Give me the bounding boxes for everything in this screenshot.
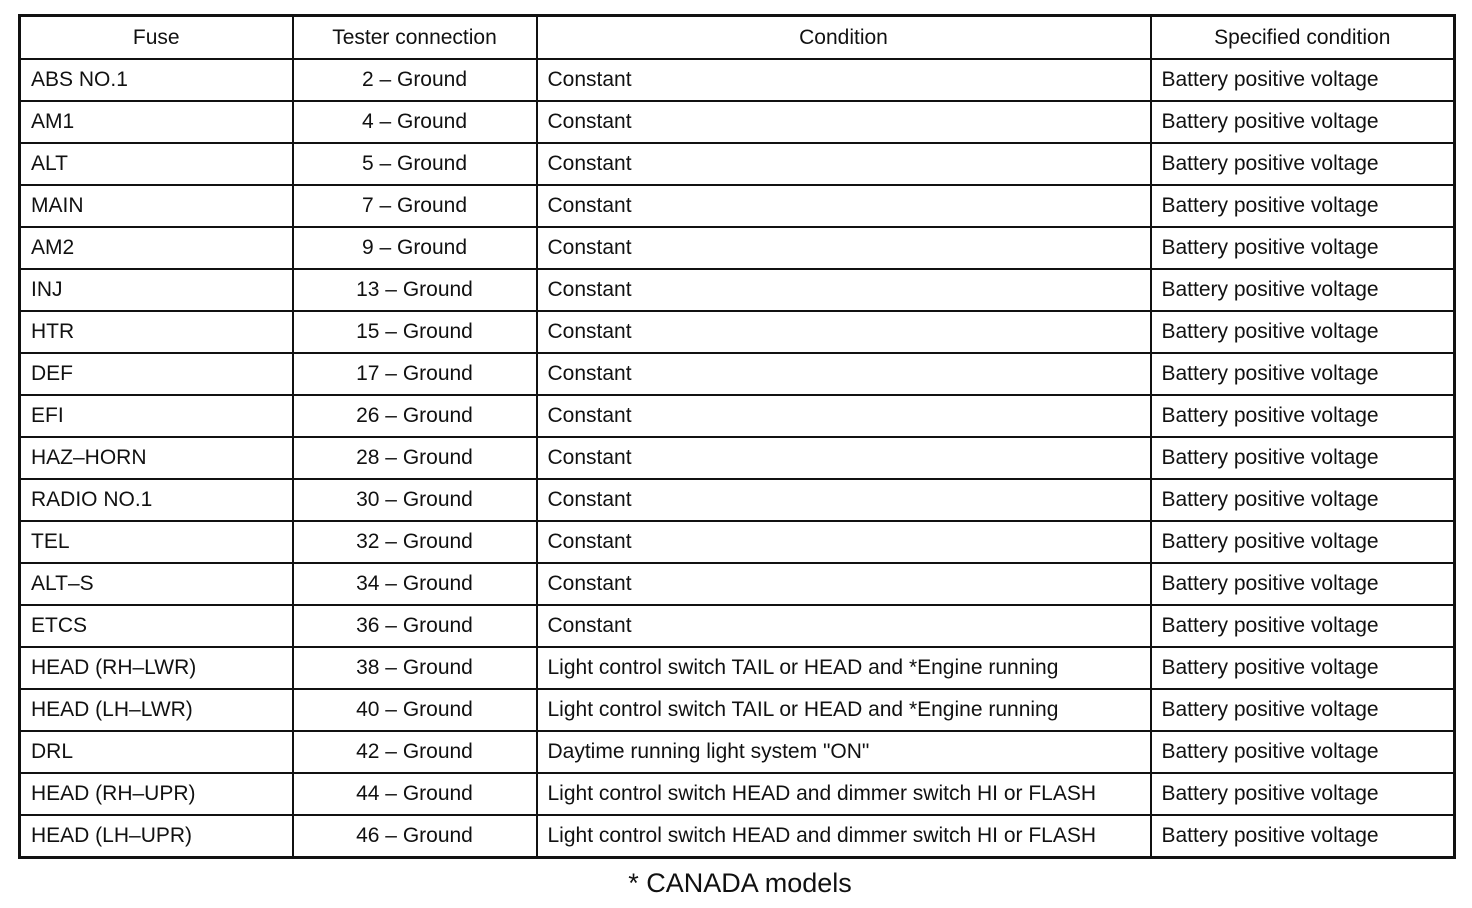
cell-fuse: INJ xyxy=(20,269,293,311)
table-row xyxy=(20,437,1455,479)
cell-fuse: TEL xyxy=(20,521,293,563)
cell-condition: Constant xyxy=(537,395,1151,437)
cell-specified-condition: Battery positive voltage xyxy=(1151,59,1455,101)
table-row xyxy=(20,815,1455,858)
table-row xyxy=(20,605,1455,647)
cell-condition: Constant xyxy=(537,227,1151,269)
cell-specified-condition: Battery positive voltage xyxy=(1151,605,1455,647)
cell-condition: Constant xyxy=(537,311,1151,353)
cell-condition: Constant xyxy=(537,563,1151,605)
table-row xyxy=(20,311,1455,353)
header-condition: Condition xyxy=(537,16,1151,60)
cell-condition: Constant xyxy=(537,59,1151,101)
cell-fuse: HEAD (RH–UPR) xyxy=(20,773,293,815)
table-row xyxy=(20,101,1455,143)
table-row xyxy=(20,563,1455,605)
cell-condition: Constant xyxy=(537,269,1151,311)
cell-tester-connection: 38 – Ground xyxy=(293,647,537,689)
cell-tester-connection: 46 – Ground xyxy=(293,815,537,858)
cell-fuse: ABS NO.1 xyxy=(20,59,293,101)
cell-tester-connection: 13 – Ground xyxy=(293,269,537,311)
cell-fuse: HTR xyxy=(20,311,293,353)
header-row xyxy=(20,16,1455,60)
cell-specified-condition: Battery positive voltage xyxy=(1151,395,1455,437)
cell-tester-connection: 7 – Ground xyxy=(293,185,537,227)
cell-specified-condition: Battery positive voltage xyxy=(1151,311,1455,353)
cell-fuse: HEAD (LH–UPR) xyxy=(20,815,293,858)
cell-tester-connection: 26 – Ground xyxy=(293,395,537,437)
cell-specified-condition: Battery positive voltage xyxy=(1151,269,1455,311)
cell-condition: Constant xyxy=(537,479,1151,521)
table-row xyxy=(20,773,1455,815)
cell-specified-condition: Battery positive voltage xyxy=(1151,227,1455,269)
cell-specified-condition: Battery positive voltage xyxy=(1151,143,1455,185)
header-tester-connection: Tester connection xyxy=(293,16,537,60)
cell-fuse: AM1 xyxy=(20,101,293,143)
cell-condition: Constant xyxy=(537,353,1151,395)
cell-tester-connection: 5 – Ground xyxy=(293,143,537,185)
cell-fuse: HEAD (RH–LWR) xyxy=(20,647,293,689)
cell-tester-connection: 34 – Ground xyxy=(293,563,537,605)
table-row xyxy=(20,185,1455,227)
table-header xyxy=(20,16,1455,60)
table-row xyxy=(20,143,1455,185)
cell-tester-connection: 2 – Ground xyxy=(293,59,537,101)
cell-fuse: ALT xyxy=(20,143,293,185)
cell-tester-connection: 42 – Ground xyxy=(293,731,537,773)
cell-tester-connection: 15 – Ground xyxy=(293,311,537,353)
table-row xyxy=(20,731,1455,773)
cell-specified-condition: Battery positive voltage xyxy=(1151,353,1455,395)
cell-specified-condition: Battery positive voltage xyxy=(1151,731,1455,773)
cell-condition: Constant xyxy=(537,437,1151,479)
cell-fuse: ALT–S xyxy=(20,563,293,605)
cell-condition: Constant xyxy=(537,521,1151,563)
cell-tester-connection: 17 – Ground xyxy=(293,353,537,395)
cell-tester-connection: 44 – Ground xyxy=(293,773,537,815)
footnote: * CANADA models xyxy=(628,868,852,898)
cell-condition: Light control switch HEAD and dimmer switch HI or FLASH xyxy=(537,773,1151,815)
cell-specified-condition: Battery positive voltage xyxy=(1151,689,1455,731)
table-row xyxy=(20,647,1455,689)
cell-fuse: DRL xyxy=(20,731,293,773)
table-row xyxy=(20,479,1455,521)
cell-specified-condition: Battery positive voltage xyxy=(1151,101,1455,143)
cell-fuse: MAIN xyxy=(20,185,293,227)
cell-tester-connection: 28 – Ground xyxy=(293,437,537,479)
cell-specified-condition: Battery positive voltage xyxy=(1151,563,1455,605)
table-row xyxy=(20,689,1455,731)
cell-tester-connection: 4 – Ground xyxy=(293,101,537,143)
cell-fuse: ETCS xyxy=(20,605,293,647)
cell-fuse: HAZ–HORN xyxy=(20,437,293,479)
cell-tester-connection: 9 – Ground xyxy=(293,227,537,269)
cell-tester-connection: 40 – Ground xyxy=(293,689,537,731)
header-specified-condition: Specified condition xyxy=(1151,16,1455,60)
cell-fuse: HEAD (LH–LWR) xyxy=(20,689,293,731)
cell-condition: Constant xyxy=(537,101,1151,143)
table-row xyxy=(20,395,1455,437)
cell-condition: Constant xyxy=(537,605,1151,647)
cell-tester-connection: 36 – Ground xyxy=(293,605,537,647)
cell-specified-condition: Battery positive voltage xyxy=(1151,815,1455,858)
cell-condition: Light control switch HEAD and dimmer switch HI or FLASH xyxy=(537,815,1151,858)
cell-fuse: RADIO NO.1 xyxy=(20,479,293,521)
header-fuse: Fuse xyxy=(20,16,293,60)
cell-condition: Constant xyxy=(537,143,1151,185)
table-row xyxy=(20,353,1455,395)
table-row xyxy=(20,269,1455,311)
fuse-inspection-table xyxy=(18,14,1456,859)
table-row xyxy=(20,521,1455,563)
table-row xyxy=(20,59,1455,101)
table-body xyxy=(20,59,1455,858)
cell-fuse: DEF xyxy=(20,353,293,395)
cell-fuse: EFI xyxy=(20,395,293,437)
cell-tester-connection: 30 – Ground xyxy=(293,479,537,521)
table-row xyxy=(20,227,1455,269)
cell-specified-condition: Battery positive voltage xyxy=(1151,437,1455,479)
cell-specified-condition: Battery positive voltage xyxy=(1151,185,1455,227)
cell-specified-condition: Battery positive voltage xyxy=(1151,479,1455,521)
cell-condition: Light control switch TAIL or HEAD and *Engine running xyxy=(537,689,1151,731)
cell-condition: Light control switch TAIL or HEAD and *Engine running xyxy=(537,647,1151,689)
cell-condition: Daytime running light system "ON" xyxy=(537,731,1151,773)
cell-specified-condition: Battery positive voltage xyxy=(1151,773,1455,815)
cell-specified-condition: Battery positive voltage xyxy=(1151,521,1455,563)
cell-specified-condition: Battery positive voltage xyxy=(1151,647,1455,689)
cell-condition: Constant xyxy=(537,185,1151,227)
cell-tester-connection: 32 – Ground xyxy=(293,521,537,563)
cell-fuse: AM2 xyxy=(20,227,293,269)
